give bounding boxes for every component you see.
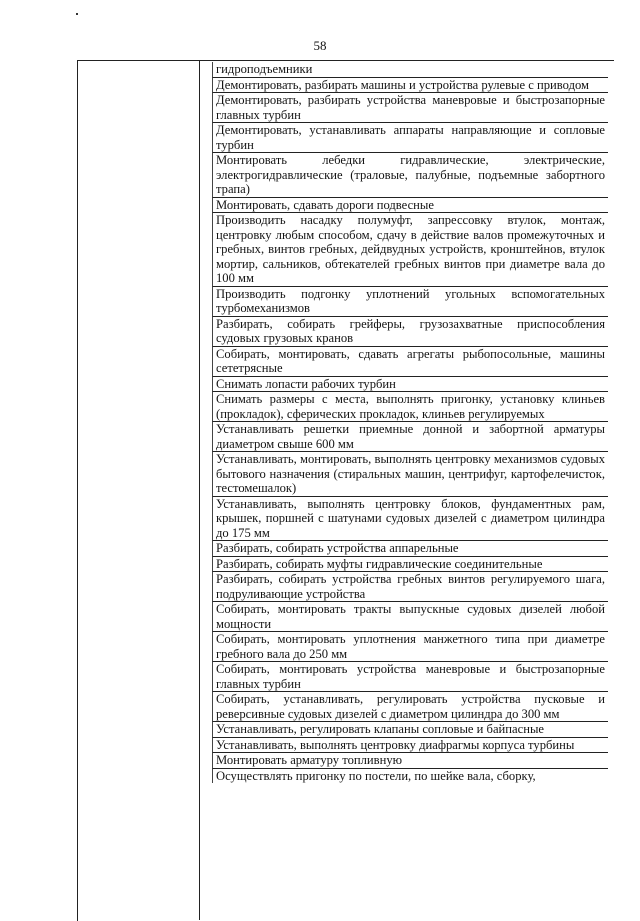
table-row: Монтировать лебедки гидравлические, электрические, электрогидравлические (траловые, палубные, подъемные забортного трапа) <box>212 153 608 198</box>
table-row: гидроподъемники <box>212 62 608 78</box>
column-divider <box>199 60 200 920</box>
table-row: Устанавливать решетки приемные донной и забортной арматуры диаметром свыше 600 мм <box>212 422 608 452</box>
table-row: Устанавливать, регулировать клапаны сопловые и байпасные <box>212 722 608 738</box>
table-row: Устанавливать, монтировать, выполнять центровку механизмов судовых бытового назначения (стиральных машин, центрифуг, картофелечисток, тестомешалок) <box>212 452 608 497</box>
table-row: Разбирать, собирать муфты гидравлические соединительные <box>212 557 608 573</box>
table-row: Демонтировать, разбирать устройства маневровые и быстрозапорные главных турбин <box>212 93 608 123</box>
table-row: Осуществлять пригонку по постели, по шейке вала, сборку, <box>212 769 608 784</box>
table-row: Собирать, монтировать тракты выпускные судовых дизелей любой мощности <box>212 602 608 632</box>
table-row: Снимать лопасти рабочих турбин <box>212 377 608 393</box>
work-list <box>212 62 608 783</box>
table-row: Устанавливать, выполнять центровку блоков, фундаментных рам, крышек, поршней с шатунами судовых дизелей с диаметром цилиндра до 175 мм <box>212 497 608 542</box>
table-row: Собирать, монтировать уплотнения манжетного типа при диаметре гребного вала до 250 мм <box>212 632 608 662</box>
table-row: Разбирать, собирать устройства гребных винтов регулируемого шага, подруливающие устройства <box>212 572 608 602</box>
table-row: Демонтировать, устанавливать аппараты направляющие и сопловые турбин <box>212 123 608 153</box>
table-row: Производить подгонку уплотнений угольных вспомогательных турбомеханизмов <box>212 287 608 317</box>
table-row: Разбирать, собирать грейферы, грузозахватные приспособления судовых грузовых кранов <box>212 317 608 347</box>
table-row: Собирать, монтировать устройства маневровые и быстрозапорные главных турбин <box>212 662 608 692</box>
scan-speck <box>76 13 78 15</box>
table-row: Монтировать арматуру топливную <box>212 753 608 769</box>
table-row: Снимать размеры с места, выполнять пригонку, установку клиньев (прокладок), сферических прокладок, клиньев регулируемых <box>212 392 608 422</box>
table-row: Монтировать, сдавать дороги подвесные <box>212 198 608 214</box>
table-row: Производить насадку полумуфт, запрессовку втулок, монтаж, центровку любым способом, сдачу в действие валов промежуточных и гребных, винтов гребных, дейдвудных устройств, кронштейнов, втулок мортир, сальников, обтекателей гребных винтов при диаметре вала до 100 мм <box>212 213 608 287</box>
table-row: Разбирать, собирать устройства аппарельные <box>212 541 608 557</box>
table-row: Собирать, монтировать, сдавать агрегаты рыбопосольные, машины сететрясные <box>212 347 608 377</box>
table-row: Демонтировать, разбирать машины и устройства рулевые с приводом <box>212 78 608 94</box>
page-number: 58 <box>313 38 327 53</box>
table-row: Собирать, устанавливать, регулировать устройства пусковые и реверсивные судовых дизелей с диаметром цилиндра до 300 мм <box>212 692 608 722</box>
table-row: Устанавливать, выполнять центровку диафрагмы корпуса турбины <box>212 738 608 754</box>
